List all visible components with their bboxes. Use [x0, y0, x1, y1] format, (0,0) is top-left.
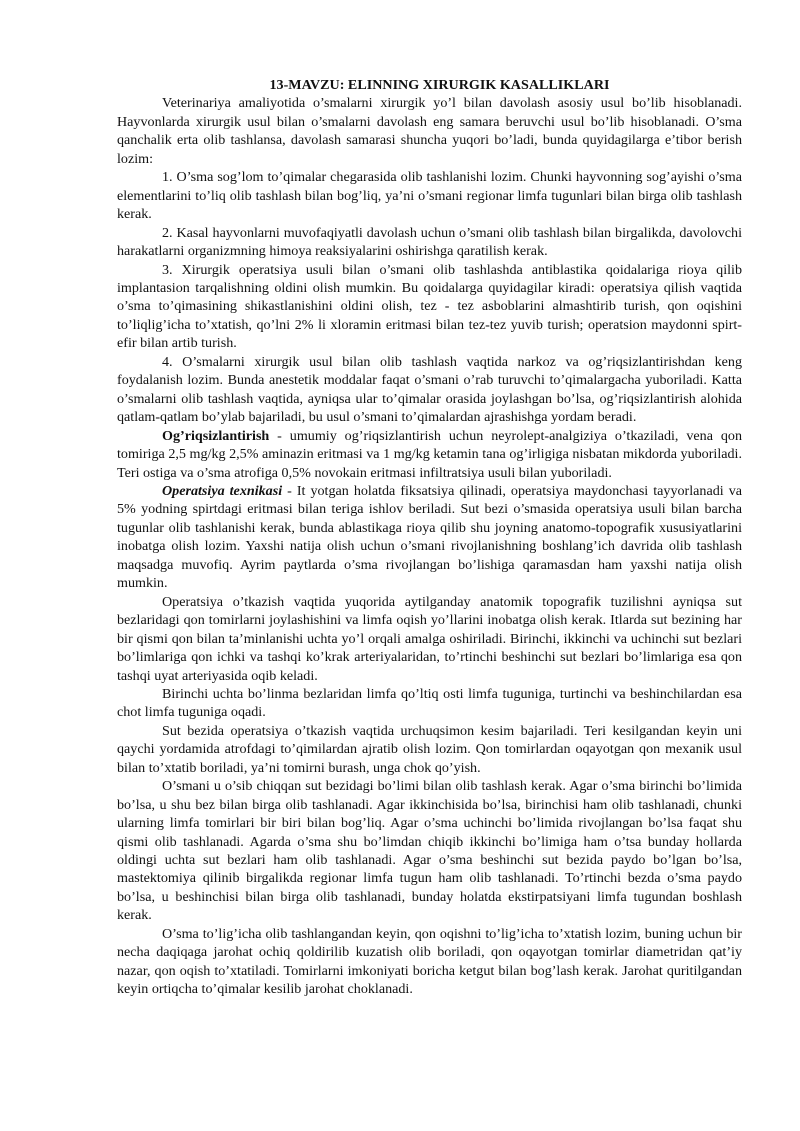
term-technique: Operatsiya texnikasi	[162, 482, 283, 499]
paragraph-removal: O’smani u o’sib chiqqan sut bezidagi bo’limi bilan olib tashlash kerak. Agar o’sma birinchi bo’limida bo’lsa, u shu bez bilan birga olib tashlanadi. Agar ikkinchisida bo’lsa, birinchisi ham olib tashlanadi, chunki ularning limfa tomirlari bir biri bilan bog’liq. Agar o’sma uchinchi bo’limida rivojlangan bo’lsa faqat shu qismi olib tashlanadi. Agarda o’sma shu bo’limdan chiqib ikkinchi bo’limiga ham o’tsa bunday hollarda oldingi uchta sut bezlari ham olib tashlanadi. Agar o’sma beshinchi sut bezida paydo bo’lgan bo’lsa, mastektomiya qilinib birgalikda regionar limfa tugun ham olib tashlanadi. To’rtinchi bezda o’sma paydo bo’lsa, u beshinchisi bilan birga olib tashlanadi, bunday holatda ekstirpatsiyani limfa tugundan boshlash kerak.	[117, 778, 742, 924]
paragraph-intro: Veterinariya amaliyotida o’smalarni xirurgik yo’l bilan davolash asosiy usul bo’lib hisoblanadi. Hayvonlarda xirurgik usul bilan o’smalarni davolash eng samara beruvchi usul bo’lib hisoblanadi. O’sma qanchalik erta olib tashlansa, davolash samarasi shuncha yuqori bo’ladi, bunda quyidagilarga e’tibor berish lozim:	[117, 95, 742, 167]
paragraph-technique-text: - It yotgan holatda fiksatsiya qilinadi, operatsiya maydonchasi tayyorlanadi va 5% yodning spirtdagi eritmasi bilan teriga ishlov beriladi. Sut bezi o’smasida operatsiya usuli bilan barcha tugunlar olib tashlanishi kerak, bunda ablastikaga rioya qilib shu joyning anatomo-topografik xususiyatlarini inobatga olish lozim. Yaxshi natija olish uchun o’smani rivojlanishning boshlang’ich davrida olib tashlash maqsadga muvofiq. Ayrim paytlarda o’sma rivojlangan bo’lishiga qaramasdan ham yaxshi natija olish mumkin.	[117, 482, 742, 592]
paragraph-anesthesia	[117, 427, 742, 482]
term-anesthesia: Og’riqsizlantirish	[162, 427, 270, 444]
document-title: 13-MAVZU: ELINNING XIRURGIK KASALLIKLARI	[269, 77, 610, 93]
paragraph-rule-1: 1. O’sma sog’lom to’qimalar chegarasida olib tashlanishi lozim. Chunki hayvonning sog’ayishi o’sma elementlarini to’liq olib tashlash bilan bog’liq, ya’ni o’smani regionar limfa tugunlari bilan birga olib tashlash kerak.	[117, 169, 742, 223]
paragraph-anesthesia-text: - umumiy og’riqsizlantirish uchun neyrolept-analgiziya o’tkaziladi, vena qon tomiriga 2,5 mg/kg 2,5% aminazin eritmasi va 1 mg/kg ketamin tana og’irligiga nisbatan mikdorda yuboriladi. Teri ostiga va o’sma atrofiga 0,5% novokain eritmasi infiltratsiya usuli bilan yuboriladi.	[117, 427, 742, 481]
paragraph-lymph-flow: Birinchi uchta bo’linma bezlaridan limfa qo’ltiq osti limfa tuguniga, turtinchi va beshinchilardan esa chot limfa tuguniga oqadi.	[117, 685, 742, 721]
paragraph-blood-supply: Operatsiya o’tkazish vaqtida yuqorida aytilganday anatomik topografik tuzilishni ayniqsa sut bezlaridagi qon tomirlarni joylashishini va limfa oqish yo’llarini inobatga olish kerak. Itlarda sut bezining har bir qismi qon bilan ta’minlanishi uchta yo’l orqali amalga oshiriladi. Birinchi, ikkinchi va uchinchi sut bezlari bo’limlariga qon ichki va tashqi ko’krak arteriyalaridan, to’rtinchi beshinchi sut bezlari bo’limlariga esa qon tashqi uyat arteriyasida oqib keladi.	[117, 593, 742, 684]
paragraph-rule-4: 4. O’smalarni xirurgik usul bilan olib tashlash vaqtida narkoz va og’riqsizlantirishdan keng foydalanish lozim. Bunda anestetik moddalar faqat o’smani o’rab turuvchi to’qimalargacha yuboriladi. Katta o’smalarni olib tashlash vaqtida, ayniqsa ular to’qimalar orasida joylashgan bo’lsa, og’riqsizlantirish alohida qatlam-qatlam bo’ylab bajariladi, bu usul o’smani to’qimalardan ajrashishga yordam beradi.	[117, 353, 742, 426]
paragraph-technique	[117, 482, 742, 593]
paragraph-rule-3: 3. Xirurgik operatsiya usuli bilan o’smani olib tashlashda antiblastika qoidalariga rioya qilib implantasion tarqalishning oldini olish mumkin. Bu qoidalarga quyidagilar kiradi: operatsiya qilish vaqtida o’sma to’qimasining shikastlanishini oldini olish, tez - tez asboblarini almashtirib turish, qon oqishini to’liqlig’icha to’xtatish, qo’lni 2% li xloramin eritmasi bilan tez-tez yuvib turish; operatsion maydonni spirt-efir bilan artib turish.	[117, 261, 742, 352]
paragraph-hemostasis: O’sma to’lig’icha olib tashlangandan keyin, qon oqishni to’lig’icha to’xtatish lozim, buning uchun bir necha daqiqaga jarohat ochiq qoldirilib kuzatish olib boriladi, qon oqayotgan tomirlar diametridan qat’iy nazar, qon oqish to’xtatiladi. Tomirlarni imkoniyati boricha ketgut bilan bog’lash kerak. Jarohat quritilgandan keyin ortiqcha to’qimalar kesilib jarohat choklanadi.	[117, 925, 742, 998]
document-page	[117, 76, 742, 999]
paragraph-incision: Sut bezida operatsiya o’tkazish vaqtida urchuqsimon kesim bajariladi. Teri kesilgandan keyin uni qaychi yordamida atrofdagi to’qimilardan ajratib olish lozim. Qon tomirlardan oqayotgan qon mexanik usul bilan to’xtatib boriladi, ya’ni tomirni burash, unga chok qo’yish.	[117, 722, 742, 776]
paragraph-rule-2: 2. Kasal hayvonlarni muvofaqiyatli davolash uchun o’smani olib tashlash bilan birgalikda, davolovchi harakatlarni organizmning himoya reaksiyalarini oshirishga qaratilish kerak.	[117, 224, 742, 260]
